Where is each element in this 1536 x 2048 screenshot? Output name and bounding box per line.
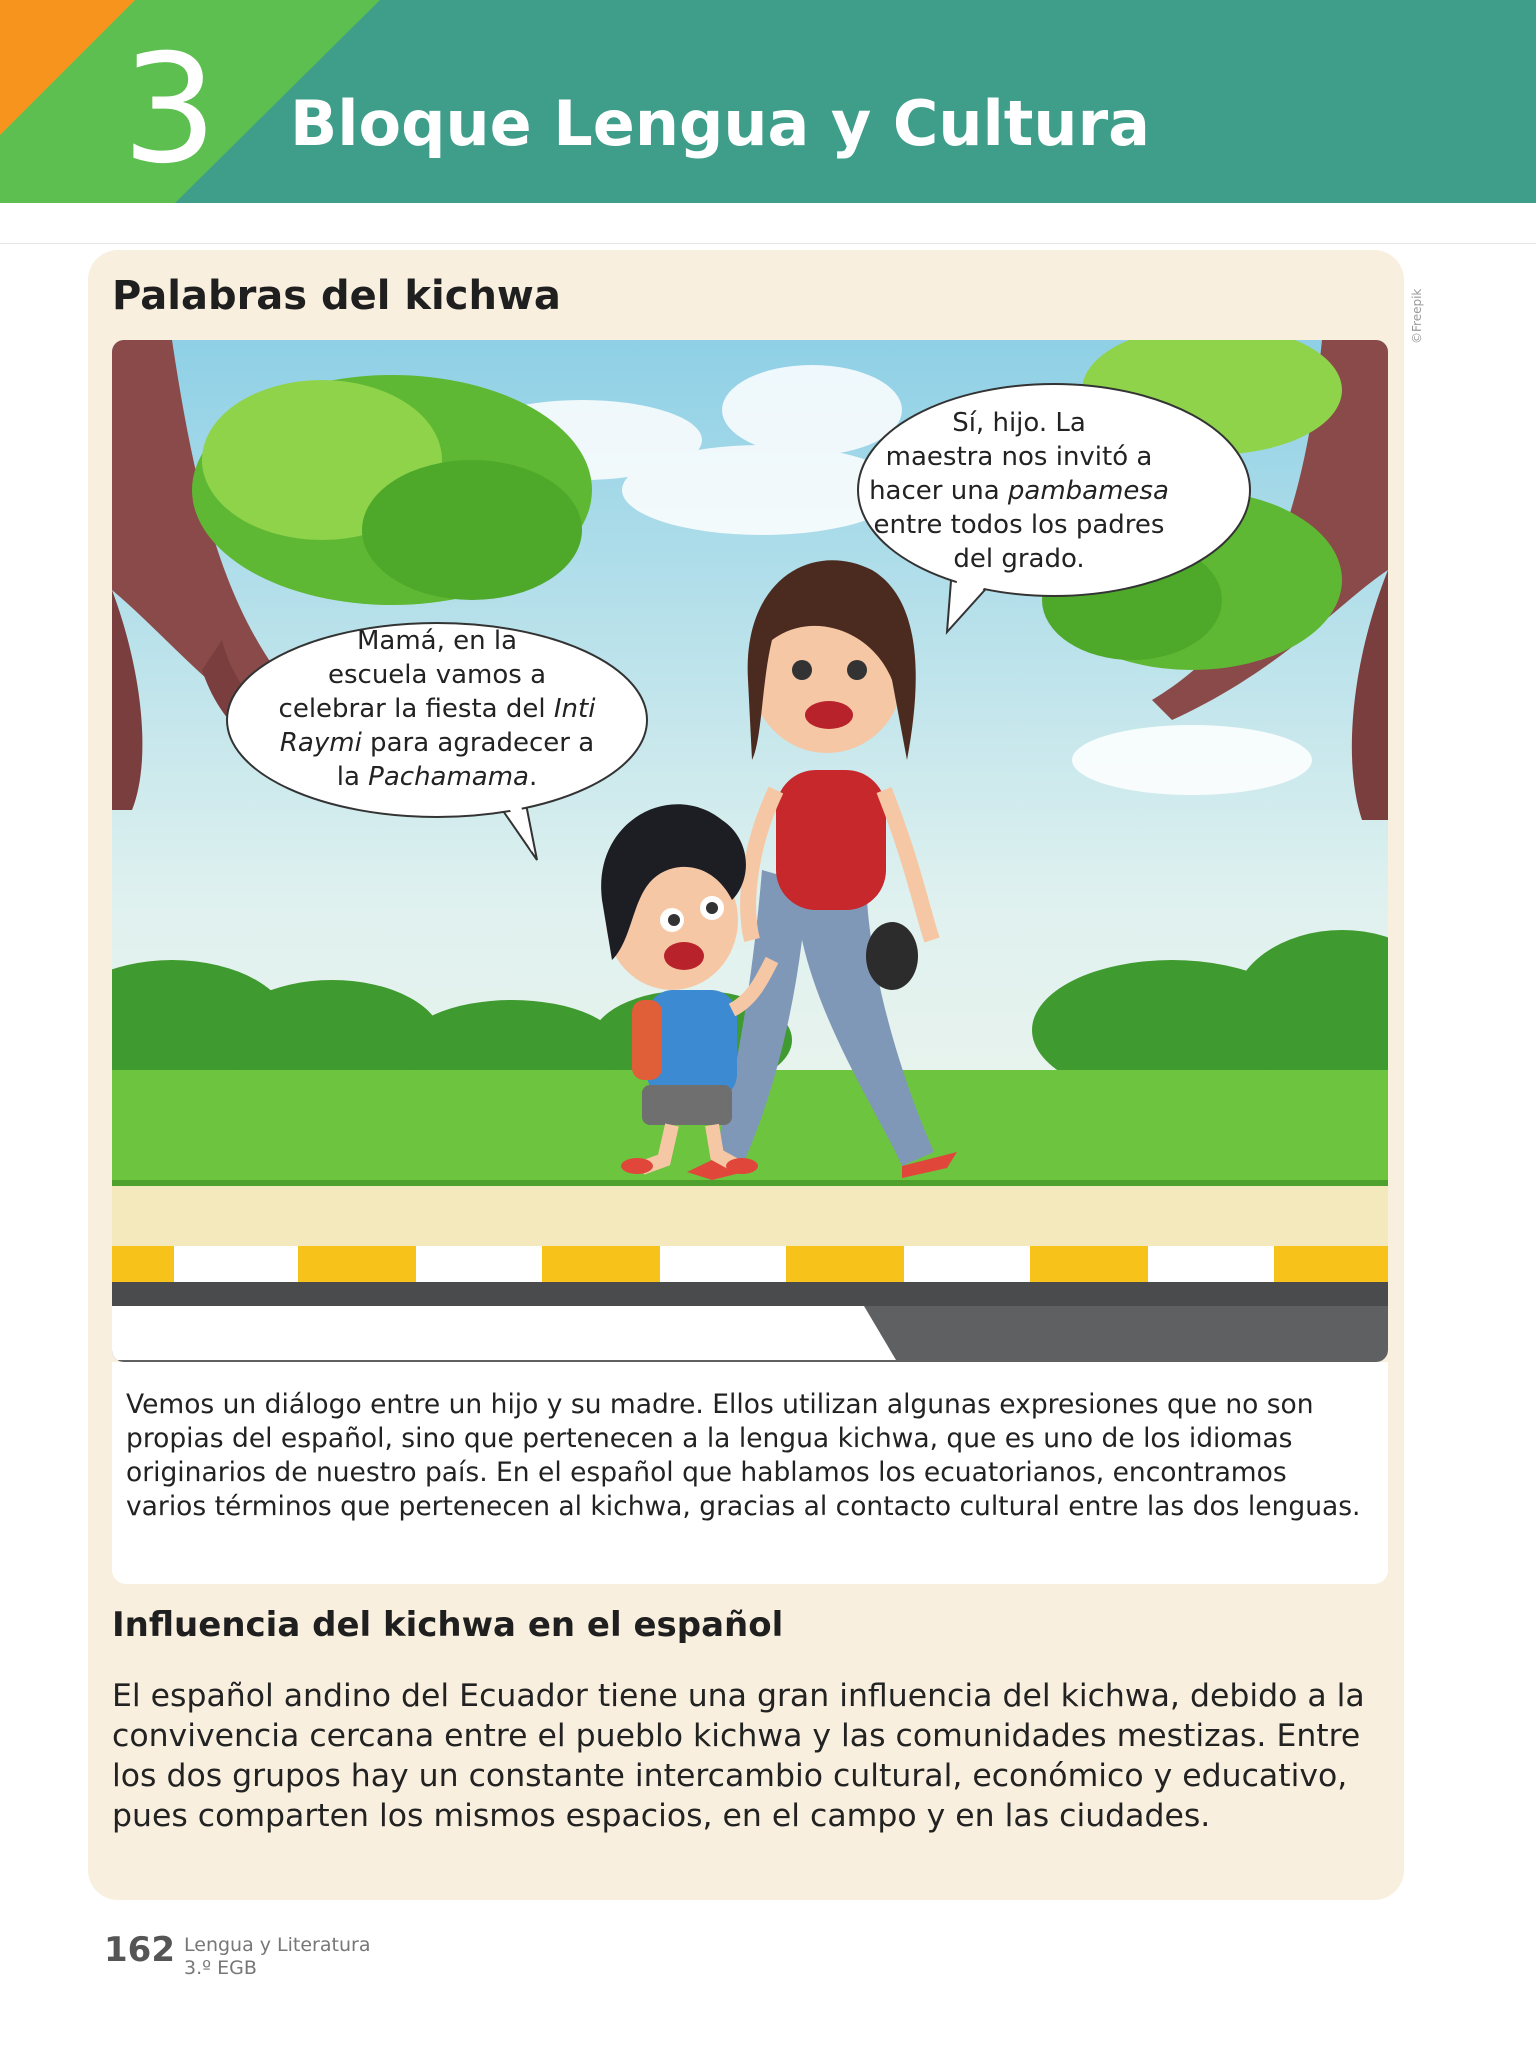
illustration-caption: Vemos un diálogo entre un hijo y su madre. Ellos utilizan algunas expresiones que no son propias del español, sino que pertenecen a la lengua kichwa, que es uno de los idiomas originarios de nuestro país. En el español que hablamos los ecuatorianos, encontramos varios términos que pertenecen al kichwa, gracias al contacto cultural entre las dos lenguas. xyxy=(126,1389,1361,1522)
sidewalk xyxy=(112,1186,1388,1246)
subsection-title: Influencia del kichwa en el español xyxy=(112,1605,784,1645)
section-title: Palabras del kichwa xyxy=(112,273,561,319)
scene-art xyxy=(112,340,1388,1362)
subsection-body: El español andino del Ecuador tiene una gran influencia del kichwa, debido a la convivencia cercana entre el pueblo kichwa y las comunidades mestizas. Entre los dos grupos hay un constante intercambio cultural, económico y educativo, pues comparten los mismos espacios, en el campo y en las ciudades. xyxy=(112,1678,1365,1834)
footer-grade: 3.º EGB xyxy=(184,1957,257,1979)
mom-speech-text: Sí, hijo. La maestra nos invitó a hacer una pambamesa entre todos los padres del grado. xyxy=(869,408,1169,574)
footer-subject: Lengua y Literatura xyxy=(184,1934,371,1956)
page-number: 162 xyxy=(104,1930,175,1970)
chapter-number: 3 xyxy=(122,23,218,197)
chapter-title: Bloque Lengua y Cultura xyxy=(290,87,1150,160)
header-rule xyxy=(0,243,1536,244)
kid-speech-text: Mamá, en la escuela vamos a celebrar la fiesta del Inti Raymi para agradecer a la Pachamama. xyxy=(278,626,596,792)
dialogue-illustration xyxy=(112,340,1388,1362)
chapter-header xyxy=(0,0,1536,203)
image-credit: ©Freepik xyxy=(1410,288,1424,344)
